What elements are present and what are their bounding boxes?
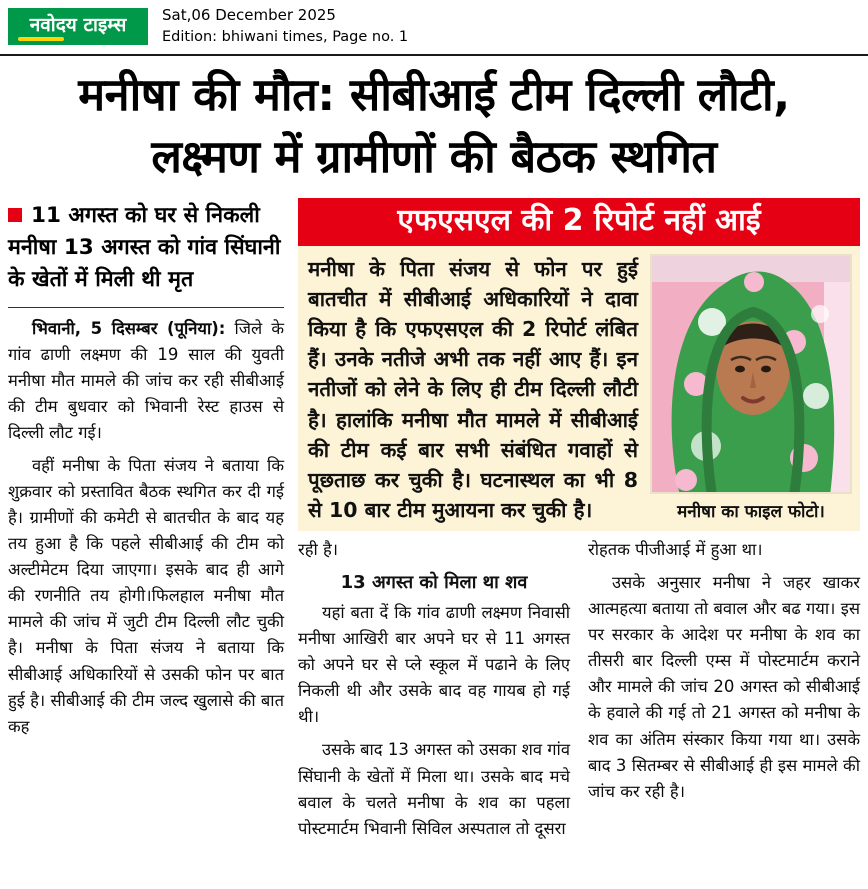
- left-subheadline: [8, 198, 284, 303]
- main-column: [298, 198, 860, 849]
- red-square-bullet-icon: [8, 208, 22, 222]
- right-paragraph-1: रोहतक पीजीआई में हुआ था।: [588, 540, 763, 560]
- lower-columns: [298, 537, 860, 849]
- right-paragraph-2: उसके अनुसार मनीषा ने जहर खाकर आत्महत्या बताया तो बवाल और बढ गया। इस पर सरकार के आदेश पर मनीषा के शव का तीसरी बार दिल्ली एम्स में पोस्टमार्टम कराने और मामले की जांच 20 अगस्त को सीबीआई के हवाले की गई तो 21 अगस्त को मनीषा के शव का अंतिम संस्कार किया गया था। उसके बाद 3 सितम्बर से सीबीआई ही इस मामले की जांच कर रही है।: [588, 573, 860, 801]
- middle-subheadline: 13 अगस्त को मिला था शव: [340, 572, 528, 594]
- edition-text: Edition: bhiwani times, Page no. 1: [162, 28, 409, 45]
- article-body: [0, 192, 868, 849]
- photo-caption: मनीषा का फाइल फोटो।: [677, 501, 825, 522]
- logo-text: नवोदय टाइम्स: [29, 13, 127, 36]
- middle-paragraph-2: उसके बाद 13 अगस्त को उसका शव गांव सिंघानी के खेतों में मिला था। उसके बाद मचे बवाल के चलते मनीषा के शव का पहला पोस्टमार्टम भिवानी सिविल अस्पताल तो दूसरा: [298, 740, 570, 838]
- left-subheadline-text: 11 अगस्त को घर से निकली मनीषा 13 अगस्त को गांव सिंघानी के खेतों में मिली थी मृत: [8, 202, 281, 293]
- masthead: [0, 0, 868, 56]
- photo-figure: [650, 254, 852, 525]
- manisha-file-photo: [650, 254, 852, 494]
- main-headline: [0, 56, 868, 192]
- fsl-highlight-box: [298, 246, 860, 531]
- fsl-banner-headline: एफएसएल की 2 रिपोर्ट नहीं आई: [298, 198, 860, 246]
- dateline: [162, 5, 408, 48]
- date-text: Sat,06 December 2025: [162, 6, 336, 24]
- middle-continuation: रही है।: [298, 540, 339, 560]
- headline-line1: मनीषा की मौत: सीबीआई टीम दिल्ली लौटी,: [78, 67, 790, 121]
- middle-paragraph-1: यहां बता दें कि गांव ढाणी लक्ष्मण निवासी मनीषा आखिरी बार अपने घर से 11 अगस्त को अपने घर से प्ले स्कूल में पढाने के लिए निकली थी और उसके बाद वह गायब हो गई थी।: [298, 603, 570, 727]
- left-paragraph-2: वहीं मनीषा के पिता संजय ने बताया कि शुक्रवार को प्रस्तावित बैठक स्थगित कर दी गई है। ग्रामीणों की कमेटी से बातचीत के बाद यह तय हुआ है कि पहले सीबीआई की टीम को अल्टीमेटम दिया जाएगा। इसके बाद ही आगे की रणनीति तय होगी।फिलहाल मनीषा मौत मामले की जांच में जुटी टीम दिल्ली लौट चुकी है। मनीषा के पिता संजय ने बताया कि सीबीआई अधिकारियों से उसकी फोन पर बात हुई है। सीबीआई की टीम जल्द खुलासे की बात कह: [8, 456, 284, 736]
- headline-line2: लक्ष्मण में ग्रामीणों की बैठक स्थगित: [151, 129, 717, 183]
- subhead-divider: [8, 307, 284, 308]
- portrait-illustration: [652, 256, 852, 494]
- dateline-lead: भिवानी, 5 दिसम्बर (पूनिया):: [32, 318, 226, 338]
- logo-accent: [18, 37, 64, 41]
- left-paragraph-1: [8, 316, 284, 446]
- middle-column: [298, 537, 570, 849]
- newspaper-logo: [8, 8, 148, 45]
- fsl-body-text: मनीषा के पिता संजय से फोन पर हुई बातचीत में सीबीआई अधिकारियों ने दावा किया है कि एफएसएल की 2 रिपोर्ट लंबित हैं। उनके नतीजे अभी तक नहीं आए हैं। इन नतीजों को लेने के लिए ही टीम दिल्ली लौटी है। हालांकि मनीषा मौत मामले में सीबीआई की टीम कई बार सभी संबंधित गवाहों से पूछताछ कर चुकी है। घटनास्थल का भी 8 से 10 बार टीम मुआयना कर चुकी है।: [308, 256, 638, 522]
- left-paragraph-1-text: जिले के गांव ढाणी लक्ष्मण की 19 साल की युवती मनीषा मौत मामले की जांच कर रही सीबीआई की टीम बुधवार को भिवानी रेस्ट हाउस से दिल्ली लौट गई।: [8, 318, 284, 442]
- left-column: [8, 198, 284, 747]
- right-column: [588, 537, 860, 849]
